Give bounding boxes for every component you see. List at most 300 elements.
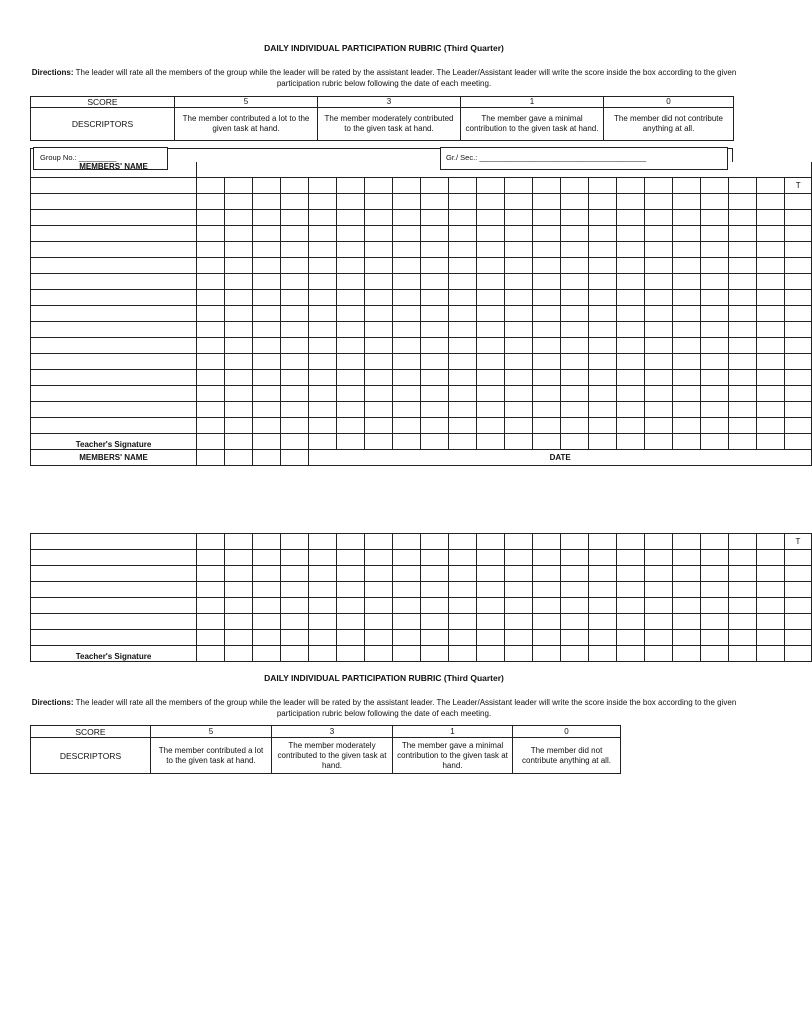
grid1-score-cell[interactable] [589, 290, 617, 306]
grid2-score-cell[interactable] [253, 566, 281, 582]
grid1-score-cell[interactable] [561, 322, 589, 338]
grid2-score-cell[interactable] [225, 550, 253, 566]
grid1-score-cell[interactable] [309, 306, 337, 322]
grid1-score-cell[interactable] [757, 194, 785, 210]
grid1-score-cell[interactable] [281, 386, 309, 402]
grid1-score-cell[interactable] [449, 178, 477, 194]
grid2-score-cell[interactable] [589, 566, 617, 582]
grid1-score-cell[interactable] [589, 258, 617, 274]
grid1-score-cell[interactable] [365, 322, 393, 338]
grid2-score-cell[interactable] [729, 582, 757, 598]
grid1-score-cell[interactable] [617, 226, 645, 242]
grid1-score-cell[interactable] [253, 306, 281, 322]
grid1-score-cell[interactable] [533, 274, 561, 290]
grid2-score-cell[interactable] [673, 550, 701, 566]
grid1-score-cell[interactable] [645, 178, 673, 194]
grid2-score-cell[interactable] [393, 582, 421, 598]
grid1-score-cell[interactable] [393, 418, 421, 434]
grid1-score-cell[interactable] [589, 178, 617, 194]
grid1-score-cell[interactable] [393, 306, 421, 322]
grid1-score-cell[interactable] [337, 290, 365, 306]
grid1-score-cell[interactable] [673, 274, 701, 290]
grid1-score-cell[interactable] [365, 242, 393, 258]
grid1-score-cell[interactable] [197, 290, 225, 306]
grid2-score-cell[interactable] [253, 534, 281, 550]
grid1-score-cell[interactable] [225, 194, 253, 210]
grid2-score-cell[interactable] [225, 630, 253, 646]
grid2-score-cell[interactable] [701, 614, 729, 630]
grade-section-field[interactable]: Gr./ Sec.: ________________________________________ [440, 147, 728, 170]
grid1-score-cell[interactable] [253, 274, 281, 290]
grid1-score-cell[interactable] [421, 178, 449, 194]
grid1-total-cell[interactable] [785, 290, 812, 306]
grid1-score-cell[interactable] [505, 290, 533, 306]
grid1-score-cell[interactable] [673, 290, 701, 306]
grid2-score-cell[interactable] [253, 582, 281, 598]
grid1-score-cell[interactable] [561, 338, 589, 354]
grid1-score-cell[interactable] [617, 178, 645, 194]
grid2-score-cell[interactable] [393, 630, 421, 646]
grid1-score-cell[interactable] [757, 290, 785, 306]
grid1-score-cell[interactable] [309, 402, 337, 418]
grid2-score-cell[interactable] [421, 614, 449, 630]
grid1-score-cell[interactable] [281, 338, 309, 354]
grid1-score-cell[interactable] [505, 434, 533, 450]
grid1-score-cell[interactable] [393, 354, 421, 370]
grid1-score-cell[interactable] [701, 306, 729, 322]
grid1-total-cell[interactable] [785, 306, 812, 322]
grid2-score-cell[interactable] [449, 534, 477, 550]
grid1-score-cell[interactable] [477, 194, 505, 210]
grid1-score-cell[interactable] [365, 194, 393, 210]
member-name-cell[interactable] [31, 566, 197, 582]
grid1-score-cell[interactable] [757, 178, 785, 194]
grid2-score-cell[interactable] [421, 646, 449, 662]
grid1-score-cell[interactable] [365, 210, 393, 226]
grid1-score-cell[interactable] [561, 354, 589, 370]
grid1-score-cell[interactable] [673, 322, 701, 338]
grid1-score-cell[interactable] [281, 242, 309, 258]
grid1-score-cell[interactable] [309, 370, 337, 386]
grid2-score-cell[interactable] [533, 582, 561, 598]
grid1-score-cell[interactable] [421, 338, 449, 354]
grid1-score-cell[interactable] [645, 274, 673, 290]
grid2-score-cell[interactable] [561, 582, 589, 598]
grid2-score-cell[interactable] [309, 566, 337, 582]
grid1-score-cell[interactable] [337, 178, 365, 194]
grid2-score-cell[interactable] [421, 566, 449, 582]
grid1-score-cell[interactable] [561, 258, 589, 274]
grid1-score-cell[interactable] [533, 242, 561, 258]
grid1-score-cell[interactable] [421, 194, 449, 210]
grid1-score-cell[interactable] [505, 226, 533, 242]
grid1-score-cell[interactable] [253, 386, 281, 402]
grid2-score-cell[interactable] [757, 550, 785, 566]
grid2-score-cell[interactable] [281, 534, 309, 550]
grid1-score-cell[interactable] [477, 402, 505, 418]
grid2-score-cell[interactable] [197, 646, 225, 662]
member-name-cell[interactable] [31, 210, 197, 226]
grid1-score-cell[interactable] [617, 370, 645, 386]
grid1-score-cell[interactable] [281, 306, 309, 322]
grid1-score-cell[interactable] [309, 194, 337, 210]
grid2-score-cell[interactable] [393, 614, 421, 630]
grid1-total-cell[interactable] [785, 402, 812, 418]
grid1-score-cell[interactable] [309, 178, 337, 194]
grid2-score-cell[interactable] [477, 614, 505, 630]
grid1-score-cell[interactable] [309, 434, 337, 450]
grid1-score-cell[interactable] [337, 386, 365, 402]
grid2-score-cell[interactable] [729, 630, 757, 646]
grid1-score-cell[interactable] [197, 386, 225, 402]
grid1-score-cell[interactable] [729, 194, 757, 210]
grid1-score-cell[interactable] [729, 242, 757, 258]
grid1-score-cell[interactable] [393, 386, 421, 402]
grid1-score-cell[interactable] [365, 370, 393, 386]
grid1-score-cell[interactable] [393, 210, 421, 226]
grid2-score-cell[interactable] [309, 614, 337, 630]
grid1-score-cell[interactable] [309, 338, 337, 354]
grid1-score-cell[interactable] [701, 290, 729, 306]
grid1-score-cell[interactable] [701, 274, 729, 290]
grid1-score-cell[interactable] [533, 402, 561, 418]
grid1-score-cell[interactable] [673, 242, 701, 258]
grid1-score-cell[interactable] [477, 290, 505, 306]
grid1-score-cell[interactable] [645, 386, 673, 402]
grid2-score-cell[interactable] [757, 598, 785, 614]
grid2-score-cell[interactable] [533, 566, 561, 582]
grid1-score-cell[interactable] [589, 418, 617, 434]
grid1-score-cell[interactable] [309, 290, 337, 306]
grid2-total-cell[interactable] [785, 614, 812, 630]
grid1-score-cell[interactable] [337, 354, 365, 370]
grid1-score-cell[interactable] [561, 242, 589, 258]
grid1-score-cell[interactable] [309, 210, 337, 226]
grid1-score-cell[interactable] [365, 354, 393, 370]
grid2-score-cell[interactable] [589, 614, 617, 630]
grid2-score-cell[interactable] [645, 646, 673, 662]
grid1-score-cell[interactable] [757, 210, 785, 226]
grid1-score-cell[interactable] [617, 258, 645, 274]
grid1-score-cell[interactable] [589, 242, 617, 258]
grid2-score-cell[interactable] [561, 630, 589, 646]
grid1-score-cell[interactable] [225, 178, 253, 194]
grid1-score-cell[interactable] [701, 354, 729, 370]
grid1-score-cell[interactable] [589, 338, 617, 354]
grid2-score-cell[interactable] [757, 646, 785, 662]
grid1-score-cell[interactable] [477, 354, 505, 370]
grid1-score-cell[interactable] [253, 418, 281, 434]
grid1-score-cell[interactable] [477, 178, 505, 194]
grid1-score-cell[interactable] [505, 306, 533, 322]
grid2-score-cell[interactable] [645, 550, 673, 566]
grid2-score-cell[interactable] [393, 598, 421, 614]
grid1-score-cell[interactable] [757, 274, 785, 290]
grid1-score-cell[interactable] [645, 338, 673, 354]
grid1-score-cell[interactable] [645, 242, 673, 258]
grid1-total-cell[interactable] [785, 274, 812, 290]
grid1-score-cell[interactable] [449, 418, 477, 434]
grid1-score-cell[interactable] [701, 226, 729, 242]
grid2-score-cell[interactable] [449, 630, 477, 646]
grid2-total-cell[interactable] [785, 566, 812, 582]
grid1-score-cell[interactable] [337, 402, 365, 418]
grid2-total-cell[interactable] [785, 582, 812, 598]
grid1-score-cell[interactable] [253, 258, 281, 274]
grid1-score-cell[interactable] [645, 354, 673, 370]
grid1-score-cell[interactable] [365, 274, 393, 290]
grid2-score-cell[interactable] [393, 550, 421, 566]
grid1-score-cell[interactable] [533, 258, 561, 274]
grid1-score-cell[interactable] [421, 290, 449, 306]
grid1-score-cell[interactable] [645, 226, 673, 242]
grid2-score-cell[interactable] [365, 614, 393, 630]
grid2-score-cell[interactable] [701, 550, 729, 566]
grid1-score-cell[interactable] [225, 354, 253, 370]
grid1-score-cell[interactable] [197, 322, 225, 338]
grid1-score-cell[interactable] [225, 434, 253, 450]
grid2-score-cell[interactable] [197, 614, 225, 630]
grid2-score-cell[interactable] [337, 614, 365, 630]
grid1-score-cell[interactable] [421, 386, 449, 402]
grid2-score-cell[interactable] [701, 566, 729, 582]
grid1-score-cell[interactable] [337, 338, 365, 354]
grid2-score-cell[interactable] [337, 550, 365, 566]
grid2-score-cell[interactable] [757, 630, 785, 646]
member-name-cell[interactable] [31, 306, 197, 322]
group-no-field[interactable]: Group No.: _________ [33, 147, 168, 170]
grid1-score-cell[interactable] [337, 194, 365, 210]
grid1-score-cell[interactable] [645, 210, 673, 226]
grid2-score-cell[interactable] [757, 582, 785, 598]
grid1-score-cell[interactable] [393, 402, 421, 418]
grid1-score-cell[interactable] [617, 290, 645, 306]
grid1-score-cell[interactable] [757, 434, 785, 450]
member-name-cell[interactable] [31, 418, 197, 434]
grid1-score-cell[interactable] [561, 226, 589, 242]
grid1-score-cell[interactable] [729, 418, 757, 434]
grid2-score-cell[interactable] [505, 582, 533, 598]
grid1-total-cell[interactable] [785, 258, 812, 274]
grid2-score-cell[interactable] [561, 646, 589, 662]
grid1-score-cell[interactable] [253, 242, 281, 258]
grid1-score-cell[interactable] [281, 194, 309, 210]
grid2-score-cell[interactable] [253, 598, 281, 614]
grid2-score-cell[interactable] [729, 534, 757, 550]
grid2-score-cell[interactable] [561, 614, 589, 630]
grid1-score-cell[interactable] [533, 178, 561, 194]
grid1-score-cell[interactable] [617, 322, 645, 338]
grid1-score-cell[interactable] [617, 274, 645, 290]
grid1-score-cell[interactable] [505, 194, 533, 210]
grid1-score-cell[interactable] [225, 306, 253, 322]
grid1-score-cell[interactable] [505, 322, 533, 338]
grid1-score-cell[interactable] [645, 434, 673, 450]
grid2-score-cell[interactable] [281, 550, 309, 566]
grid1-score-cell[interactable] [589, 434, 617, 450]
member-name-cell[interactable] [31, 386, 197, 402]
grid1-score-cell[interactable] [197, 226, 225, 242]
grid1-score-cell[interactable] [225, 258, 253, 274]
grid1-score-cell[interactable] [337, 306, 365, 322]
grid2-score-cell[interactable] [281, 614, 309, 630]
grid1-score-cell[interactable] [225, 322, 253, 338]
grid1-score-cell[interactable] [281, 370, 309, 386]
grid1-score-cell[interactable] [421, 258, 449, 274]
grid1-score-cell[interactable] [225, 274, 253, 290]
grid1-score-cell[interactable] [617, 306, 645, 322]
grid2-score-cell[interactable] [505, 646, 533, 662]
grid2-score-cell[interactable] [253, 614, 281, 630]
grid2-score-cell[interactable] [617, 550, 645, 566]
grid1-score-cell[interactable] [617, 402, 645, 418]
grid1-score-cell[interactable] [589, 354, 617, 370]
grid1-score-cell[interactable] [281, 434, 309, 450]
grid1-score-cell[interactable] [393, 258, 421, 274]
grid2-score-cell[interactable] [337, 566, 365, 582]
grid2-score-cell[interactable] [729, 550, 757, 566]
grid1-score-cell[interactable] [673, 354, 701, 370]
grid1-score-cell[interactable] [197, 402, 225, 418]
grid1-score-cell[interactable] [449, 242, 477, 258]
grid1-score-cell[interactable] [673, 210, 701, 226]
grid1-score-cell[interactable] [393, 226, 421, 242]
grid1-score-cell[interactable] [617, 338, 645, 354]
member-name-cell[interactable] [31, 630, 197, 646]
grid2-score-cell[interactable] [757, 614, 785, 630]
grid1-score-cell[interactable] [617, 194, 645, 210]
grid1-score-cell[interactable] [589, 210, 617, 226]
grid1-score-cell[interactable] [365, 306, 393, 322]
grid1-score-cell[interactable] [477, 418, 505, 434]
grid2-score-cell[interactable] [365, 630, 393, 646]
grid1-score-cell[interactable] [505, 242, 533, 258]
grid1-score-cell[interactable] [253, 402, 281, 418]
grid1-score-cell[interactable] [253, 226, 281, 242]
grid2-score-cell[interactable] [477, 566, 505, 582]
grid1-score-cell[interactable] [729, 402, 757, 418]
grid1-score-cell[interactable] [645, 402, 673, 418]
grid1-score-cell[interactable] [589, 226, 617, 242]
grid1-score-cell[interactable] [393, 290, 421, 306]
grid1-score-cell[interactable] [365, 386, 393, 402]
grid2-score-cell[interactable] [561, 550, 589, 566]
grid2-score-cell[interactable] [617, 614, 645, 630]
grid1-score-cell[interactable] [589, 386, 617, 402]
grid2-score-cell[interactable] [533, 614, 561, 630]
grid2-score-cell[interactable] [393, 566, 421, 582]
grid1-score-cell[interactable] [617, 210, 645, 226]
grid1-score-cell[interactable] [673, 386, 701, 402]
grid1-score-cell[interactable] [729, 210, 757, 226]
grid1-score-cell[interactable] [449, 226, 477, 242]
grid1-score-cell[interactable] [197, 370, 225, 386]
grid2-score-cell[interactable] [645, 630, 673, 646]
grid1-score-cell[interactable] [533, 194, 561, 210]
grid2-score-cell[interactable] [337, 646, 365, 662]
grid1-score-cell[interactable] [533, 322, 561, 338]
grid1-score-cell[interactable] [253, 354, 281, 370]
grid2-score-cell[interactable] [673, 646, 701, 662]
grid1-score-cell[interactable] [505, 386, 533, 402]
grid1-score-cell[interactable] [225, 386, 253, 402]
grid2-score-cell[interactable] [225, 582, 253, 598]
grid1-score-cell[interactable] [393, 322, 421, 338]
grid1-score-cell[interactable] [281, 402, 309, 418]
grid1-score-cell[interactable] [477, 370, 505, 386]
grid2-score-cell[interactable] [533, 598, 561, 614]
grid2-score-cell[interactable] [477, 598, 505, 614]
grid1-score-cell[interactable] [309, 386, 337, 402]
grid2-total-cell[interactable] [785, 598, 812, 614]
grid1-score-cell[interactable] [197, 306, 225, 322]
grid1-score-cell[interactable] [225, 370, 253, 386]
grid1-score-cell[interactable] [505, 258, 533, 274]
grid1-score-cell[interactable] [197, 418, 225, 434]
grid2-score-cell[interactable] [309, 534, 337, 550]
grid1-score-cell[interactable] [253, 370, 281, 386]
grid1-score-cell[interactable] [645, 306, 673, 322]
grid1-score-cell[interactable] [393, 274, 421, 290]
grid1-score-cell[interactable] [309, 258, 337, 274]
grid1-score-cell[interactable] [281, 290, 309, 306]
grid2-score-cell[interactable] [421, 598, 449, 614]
grid1-score-cell[interactable] [645, 290, 673, 306]
grid1-score-cell[interactable] [589, 370, 617, 386]
grid2-score-cell[interactable] [365, 582, 393, 598]
grid2-score-cell[interactable] [309, 582, 337, 598]
grid2-score-cell[interactable] [673, 582, 701, 598]
grid1-score-cell[interactable] [337, 370, 365, 386]
grid2-score-cell[interactable] [561, 534, 589, 550]
grid1-score-cell[interactable] [561, 274, 589, 290]
grid1-score-cell[interactable] [477, 226, 505, 242]
grid1-score-cell[interactable] [505, 210, 533, 226]
grid1-score-cell[interactable] [729, 178, 757, 194]
grid2-score-cell[interactable] [505, 534, 533, 550]
grid1-score-cell[interactable] [477, 210, 505, 226]
grid1-score-cell[interactable] [197, 258, 225, 274]
grid1-score-cell[interactable] [533, 210, 561, 226]
grid1-score-cell[interactable] [505, 402, 533, 418]
grid1-score-cell[interactable] [757, 258, 785, 274]
grid1-score-cell[interactable] [281, 418, 309, 434]
grid2-total-cell[interactable] [785, 550, 812, 566]
grid2-score-cell[interactable] [253, 630, 281, 646]
grid1-score-cell[interactable] [533, 290, 561, 306]
grid2-score-cell[interactable] [701, 534, 729, 550]
member-name-cell[interactable] [31, 550, 197, 566]
grid1-score-cell[interactable] [561, 306, 589, 322]
grid1-total-cell[interactable] [785, 434, 812, 450]
grid2-score-cell[interactable] [701, 598, 729, 614]
grid2-score-cell[interactable] [449, 614, 477, 630]
grid2-score-cell[interactable] [365, 534, 393, 550]
grid1-score-cell[interactable] [729, 370, 757, 386]
grid1-score-cell[interactable] [449, 402, 477, 418]
grid2-score-cell[interactable] [673, 566, 701, 582]
grid2-score-cell[interactable] [337, 582, 365, 598]
grid1-total-cell[interactable] [785, 338, 812, 354]
grid1-score-cell[interactable] [617, 434, 645, 450]
grid2-score-cell[interactable] [393, 646, 421, 662]
grid1-score-cell[interactable] [449, 370, 477, 386]
grid1-score-cell[interactable] [365, 178, 393, 194]
grid1-score-cell[interactable] [309, 274, 337, 290]
grid1-score-cell[interactable] [729, 274, 757, 290]
grid1-score-cell[interactable] [197, 354, 225, 370]
grid1-score-cell[interactable] [757, 338, 785, 354]
